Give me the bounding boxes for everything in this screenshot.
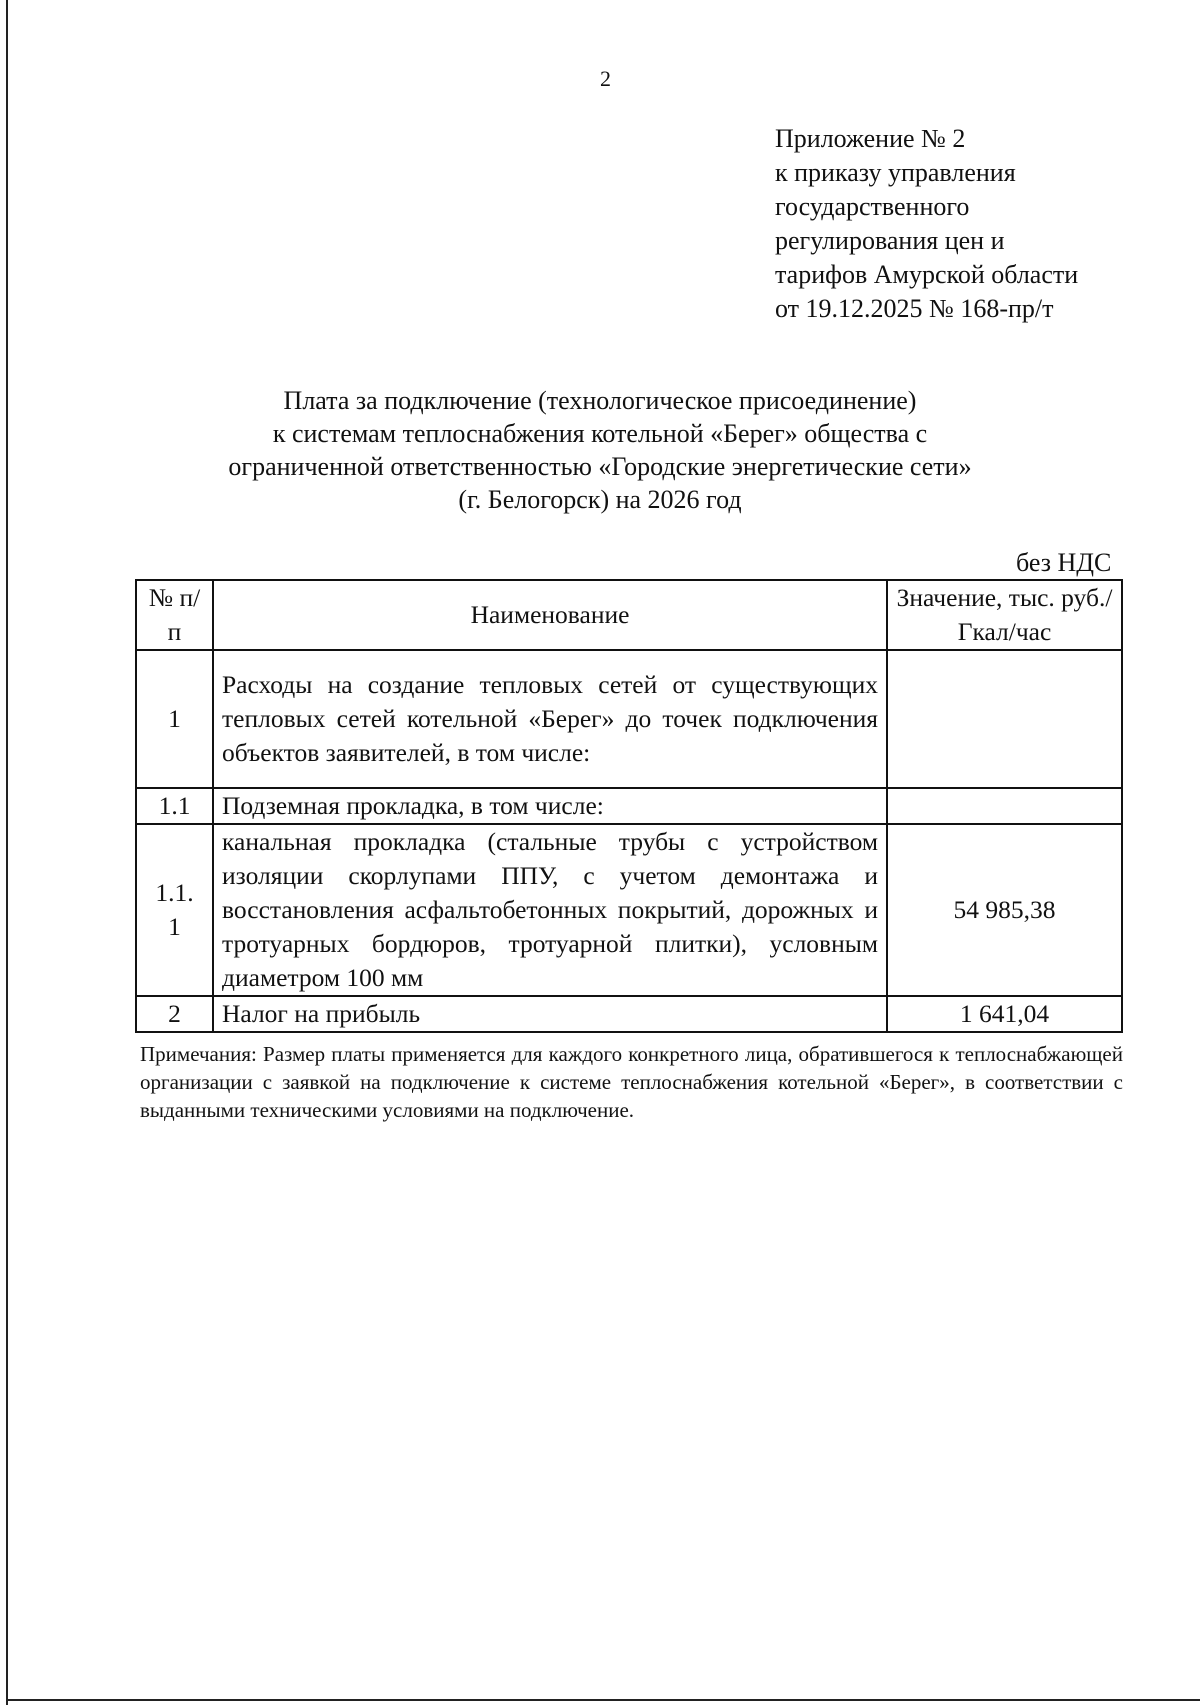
row-num: 2 <box>136 996 213 1032</box>
title-line: ограниченной ответственностью «Городские энергетические сети» <box>228 452 972 481</box>
row-name: Налог на прибыль <box>213 996 887 1032</box>
row-num: 1 <box>136 650 213 788</box>
row-name: Расходы на создание тепловых сетей от существующих тепловых сетей котельной «Берег» до точек подключения объектов заявителей, в том числе: <box>213 650 887 788</box>
appendix-line: государственного <box>775 192 970 221</box>
header-num: № п/п <box>136 580 213 650</box>
header-value: Значение, тыс. руб./Гкал/час <box>887 580 1122 650</box>
row-name: Подземная прокладка, в том числе: <box>213 788 887 824</box>
appendix-line: тарифов Амурской области <box>775 260 1079 289</box>
table-header-row <box>136 580 1122 650</box>
row-name: канальная прокладка (стальные трубы с устройством изоляции скорлупами ППУ, с учетом демонтажа и восстановления асфальтобетонных покрытий, дорожных и тротуарных бордюров, тротуарной плитки), условным диаметром 100 мм <box>213 824 887 996</box>
appendix-line: регулирования цен и <box>775 226 1005 255</box>
row-value <box>887 788 1122 824</box>
page-border-left <box>6 0 8 1705</box>
title-line: к системам теплоснабжения котельной «Берег» общества с <box>272 419 928 448</box>
row-num: 1.1.1 <box>155 878 194 941</box>
row-num: 1.1 <box>136 788 213 824</box>
row-value: 54 985,38 <box>887 824 1122 996</box>
table-row <box>136 650 1122 788</box>
header-name: Наименование <box>213 580 887 650</box>
appendix-line: от 19.12.2025 № 168-пр/т <box>775 294 1054 323</box>
appendix-reference <box>775 122 1078 326</box>
notes-paragraph: Примечания: Размер платы применяется для каждого конкретного лица, обратившегося к теплоснабжающей организации с заявкой на подключение к системе теплоснабжения котельной «Берег», в соответствии с выданными техническими условиями на подключение. <box>140 1042 1123 1122</box>
row-num-cell <box>136 824 213 996</box>
table-row <box>136 996 1122 1032</box>
page-border-bottom <box>6 1699 1200 1701</box>
appendix-line: Приложение № 2 <box>775 124 966 153</box>
table-row <box>136 788 1122 824</box>
appendix-line: к приказу управления <box>775 158 1016 187</box>
row-value: 1 641,04 <box>887 996 1122 1032</box>
row-value <box>887 650 1122 788</box>
document-title <box>180 384 1020 516</box>
table-row <box>136 824 1122 996</box>
tariff-table <box>135 579 1123 1033</box>
title-line: Плата за подключение (технологическое присоединение) <box>283 386 917 415</box>
vat-note: без НДС <box>1016 548 1112 577</box>
title-line: (г. Белогорск) на 2026 год <box>458 485 742 514</box>
page-number: 2 <box>600 66 611 91</box>
